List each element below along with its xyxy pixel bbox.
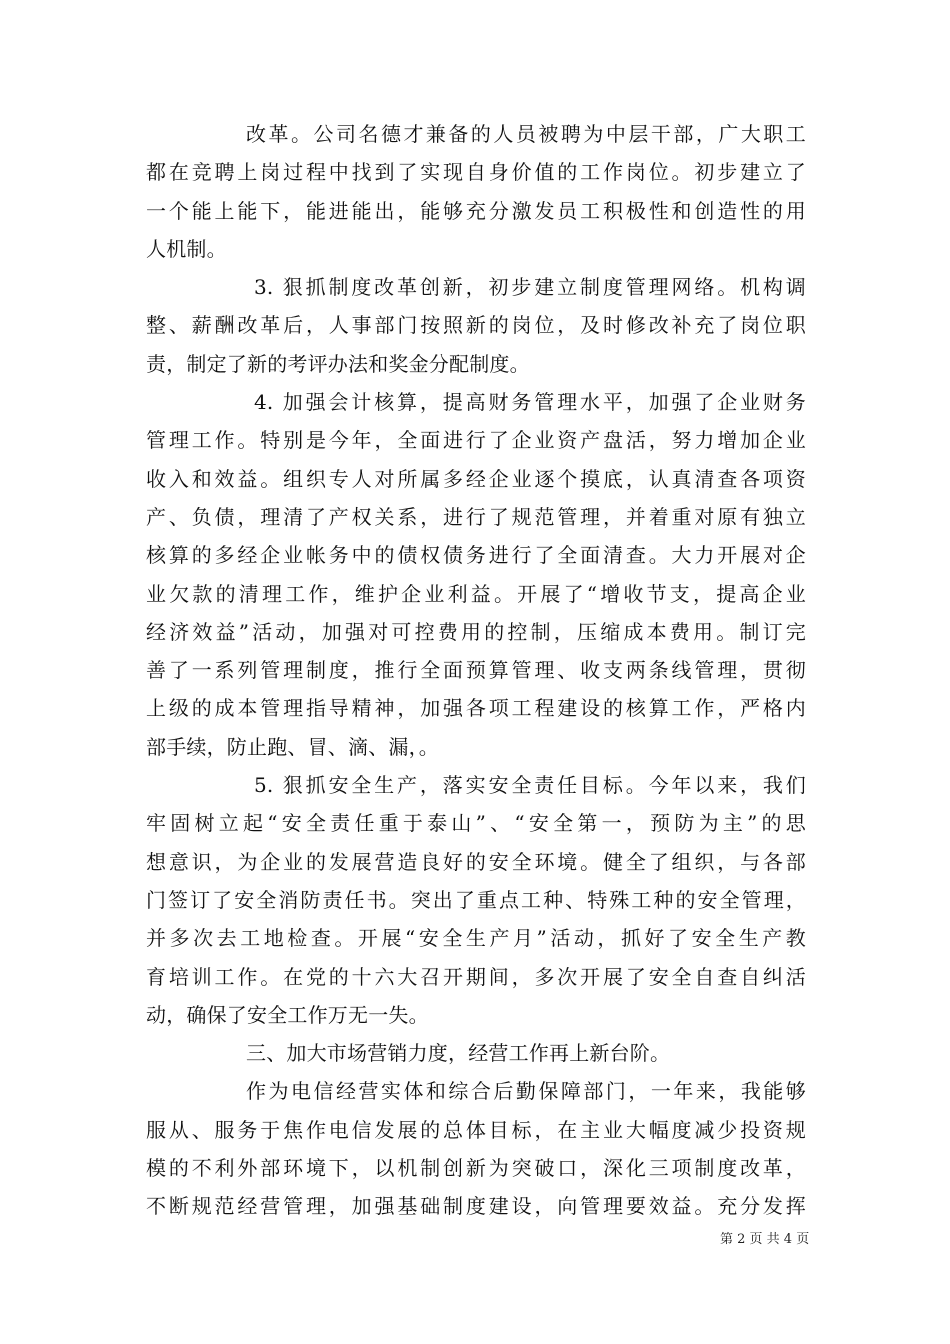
- text-line: 服从、服务于焦作电信发展的总体目标，在主业大幅度减少投资规: [146, 1117, 806, 1142]
- text-line: 4. 加强会计核算，提高财务管理水平，加强了企业财务: [254, 390, 806, 415]
- text-line: 管理工作。特别是今年，全面进行了企业资产盘活，努力增加企业: [146, 428, 806, 453]
- text-line: 想意识，为企业的发展营造良好的安全环境。健全了组织，与各部: [146, 849, 806, 874]
- text-line: 业欠款的清理工作，维护企业利益。开展了“增收节支，提高企业: [146, 581, 806, 606]
- text-line: 不断规范经营管理，加强基础制度建设，向管理要效益。充分发挥: [146, 1194, 806, 1219]
- text-line: 模的不利外部环境下，以机制创新为突破口，深化三项制度改革，: [146, 1156, 806, 1181]
- text-line: 核算的多经企业帐务中的债权债务进行了全面清查。大力开展对企: [146, 543, 806, 568]
- text-line: 经济效益”活动，加强对可控费用的控制，压缩成本费用。制订完: [146, 619, 806, 644]
- text-line: 善了一系列管理制度，推行全面预算管理、收支两条线管理，贯彻: [146, 658, 806, 683]
- text-line: 整、薪酬改革后，人事部门按照新的岗位，及时修改补充了岗位职: [146, 313, 806, 338]
- text-line: 育培训工作。在党的十六大召开期间，多次开展了安全自查自纠活: [146, 964, 806, 989]
- text-line: 并多次去工地检查。开展“安全生产月”活动，抓好了安全生产教: [146, 926, 806, 951]
- text-line: 收入和效益。组织专人对所属多经企业逐个摸底，认真清查各项资: [146, 466, 806, 491]
- text-line: 门签订了安全消防责任书。突出了重点工种、特殊工种的安全管理，: [146, 887, 806, 912]
- page-number-footer: 第 2 页 共 4 页: [720, 1232, 810, 1247]
- text-line: 人机制。: [146, 236, 227, 261]
- text-line: 上级的成本管理指导精神，加强各项工程建设的核算工作，严格内: [146, 696, 806, 721]
- text-line: 作为电信经营实体和综合后勤保障部门，一年来，我能够: [246, 1079, 806, 1104]
- text-line: 责，制定了新的考评办法和奖金分配制度。: [146, 351, 530, 376]
- text-line: 都在竞聘上岗过程中找到了实现自身价值的工作岗位。初步建立了: [146, 160, 806, 185]
- section-heading: 三、加大市场营销力度，经营工作再上新台阶。: [246, 1041, 671, 1066]
- text-line: 改革。公司名德才兼备的人员被聘为中层干部，广大职工: [246, 122, 806, 146]
- text-line: 部手续，防止跑、冒、滴、漏，。: [146, 734, 439, 759]
- text-line: 牢固树立起“安全责任重于泰山”、“安全第一，预防为主”的思: [146, 811, 806, 836]
- text-line: 动，确保了安全工作万无一失。: [146, 1002, 429, 1027]
- text-line: 一个能上能下，能进能出，能够充分激发员工积极性和创造性的用: [146, 198, 806, 223]
- text-line: 产、负债，理清了产权关系，进行了规范管理，并着重对原有独立: [146, 504, 806, 529]
- text-line: 3. 狠抓制度改革创新，初步建立制度管理网络。机构调: [254, 275, 806, 300]
- body-text: [146, 115, 806, 1226]
- text-line: 5. 狠抓安全生产，落实安全责任目标。今年以来，我们: [254, 773, 806, 798]
